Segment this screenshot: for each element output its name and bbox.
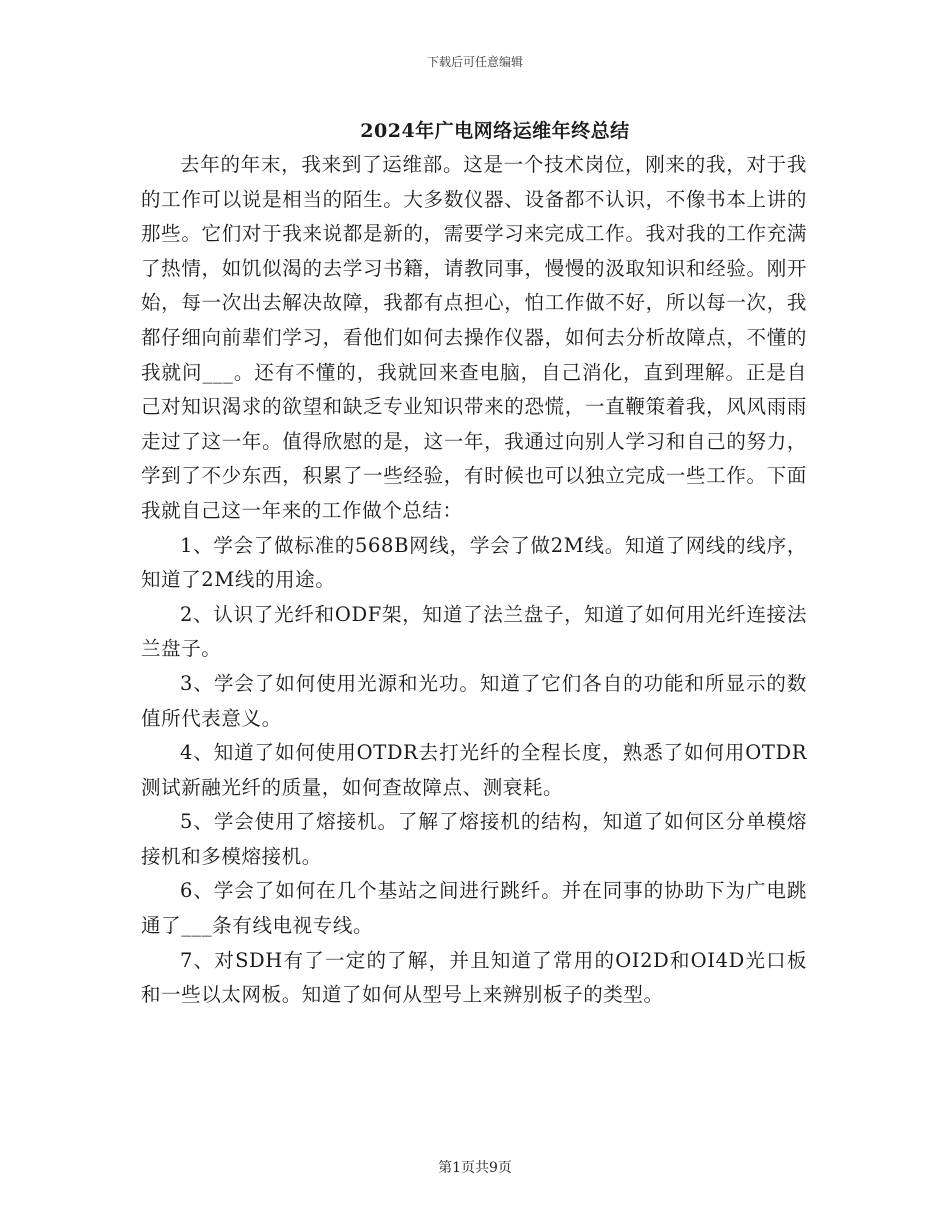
list-item: 3、学会了如何使用光源和光功。知道了它们各自的功能和所显示的数值所代表意义。 — [141, 671, 807, 730]
document-body — [141, 148, 807, 1013]
list-item: 1、学会了做标准的568B网线，学会了做2M线。知道了网线的线序，知道了2M线的用途。 — [141, 533, 807, 592]
list-item: 2、认识了光纤和ODF架，知道了法兰盘子，知道了如何用光纤连接法兰盘子。 — [141, 602, 807, 661]
list-item: 6、学会了如何在几个基站之间进行跳纤。并在同事的协助下为广电跳通了___条有线电视专线。 — [141, 879, 807, 938]
intro-paragraph: 去年的年末，我来到了运维部。这是一个技术岗位，刚来的我，对于我的工作可以说是相当的陌生。大多数仪器、设备都不认识，不像书本上讲的那些。它们对于我来说都是新的，需要学习来完成工作。我对我的工作充满了热情，如饥似渴的去学习书籍，请教同事，慢慢的汲取知识和经验。刚开始，每一次出去解决故障，我都有点担心，怕工作做不好，所以每一次，我都仔细向前辈们学习，看他们如何去操作仪器，如何去分析故障点，不懂的我就问___。还有不懂的，我就回来查电脑，自己消化，直到理解。正是自己对知识渴求的欲望和缺乏专业知识带来的恐慌，一直鞭策着我，风风雨雨走过了这一年。值得欣慰的是，这一年，我通过向别人学习和自己的努力，学到了不少东西，积累了一些经验，有时候也可以独立完成一些工作。下面我就自己这一年来的工作做个总结： — [141, 153, 807, 522]
header-note: 下载后可任意编辑 — [426, 55, 523, 69]
list-item: 7、对SDH有了一定的了解，并且知道了常用的OI2D和OI4D光口板和一些以太网板。知道了如何从型号上来辨别板子的类型。 — [141, 948, 807, 1007]
list-item: 5、学会使用了熔接机。了解了熔接机的结构，知道了如何区分单模熔接机和多模熔接机。 — [141, 810, 807, 868]
document-title: 2024年广电网络运维年终总结 — [360, 120, 630, 142]
page-number: 第1页共9页 — [438, 1160, 512, 1176]
list-item: 4、知道了如何使用OTDR去打光纤的全程长度，熟悉了如何用OTDR测试新融光纤的质量，如何查故障点、测衰耗。 — [141, 741, 807, 799]
